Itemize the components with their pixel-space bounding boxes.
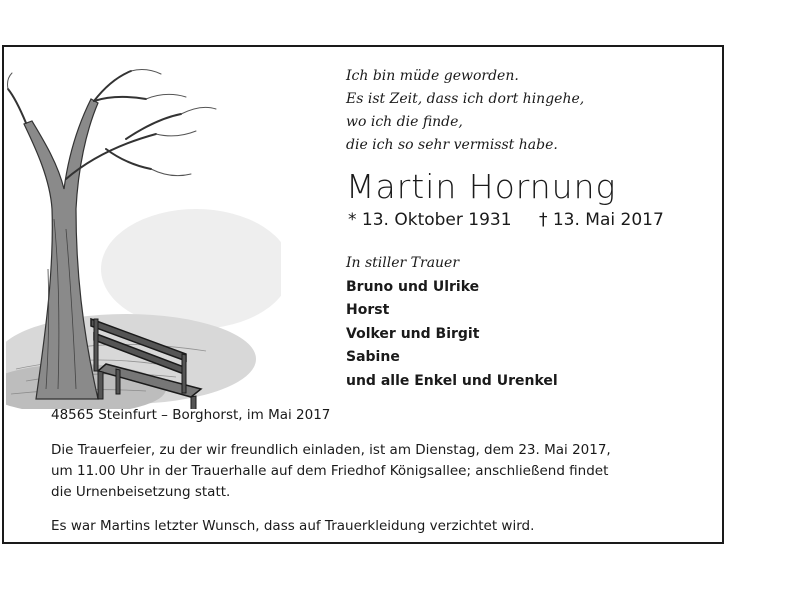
mourners (346, 252, 558, 393)
death-date: † 13. Mai 2017 (538, 210, 664, 230)
mourner-family: Sabine (346, 349, 400, 365)
mourner-family: Horst (346, 302, 390, 318)
service-info (51, 440, 711, 503)
poem-line: wo ich die finde, (346, 114, 463, 130)
poem-line: Es ist Zeit, dass ich dort hingehe, (346, 91, 585, 107)
mourner-family: Bruno und Ulrike (346, 278, 480, 295)
last-wish: Es war Martins letzter Wunsch, dass auf Trauerkleidung verzichtet wird. (51, 518, 535, 534)
birth-date: * 13. Oktober 1931 (348, 210, 512, 230)
place-date: 48565 Steinfurt – Borghorst, im Mai 2017 (51, 407, 331, 423)
tree-bench-illustration (6, 69, 281, 409)
obituary-notice (2, 45, 724, 544)
mourner-family: und alle Enkel und Urenkel (346, 372, 558, 389)
mourner-family: Volker und Birgit (346, 325, 480, 342)
service-line: um 11.00 Uhr in der Trauerhalle auf dem Friedhof Königsallee; anschließend findet (51, 463, 609, 479)
life-dates (348, 210, 664, 230)
deceased-name: Martin Hornung (346, 167, 617, 206)
poem (346, 65, 584, 157)
poem-line: die ich so sehr vermisst habe. (346, 137, 558, 153)
service-line: die Urnenbeisetzung statt. (51, 484, 231, 500)
poem-line: Ich bin müde geworden. (346, 68, 519, 84)
service-line: Die Trauerfeier, zu der wir freundlich einladen, ist am Dienstag, dem 23. Mai 2017, (51, 442, 611, 458)
mourners-intro: In stiller Trauer (346, 255, 460, 271)
